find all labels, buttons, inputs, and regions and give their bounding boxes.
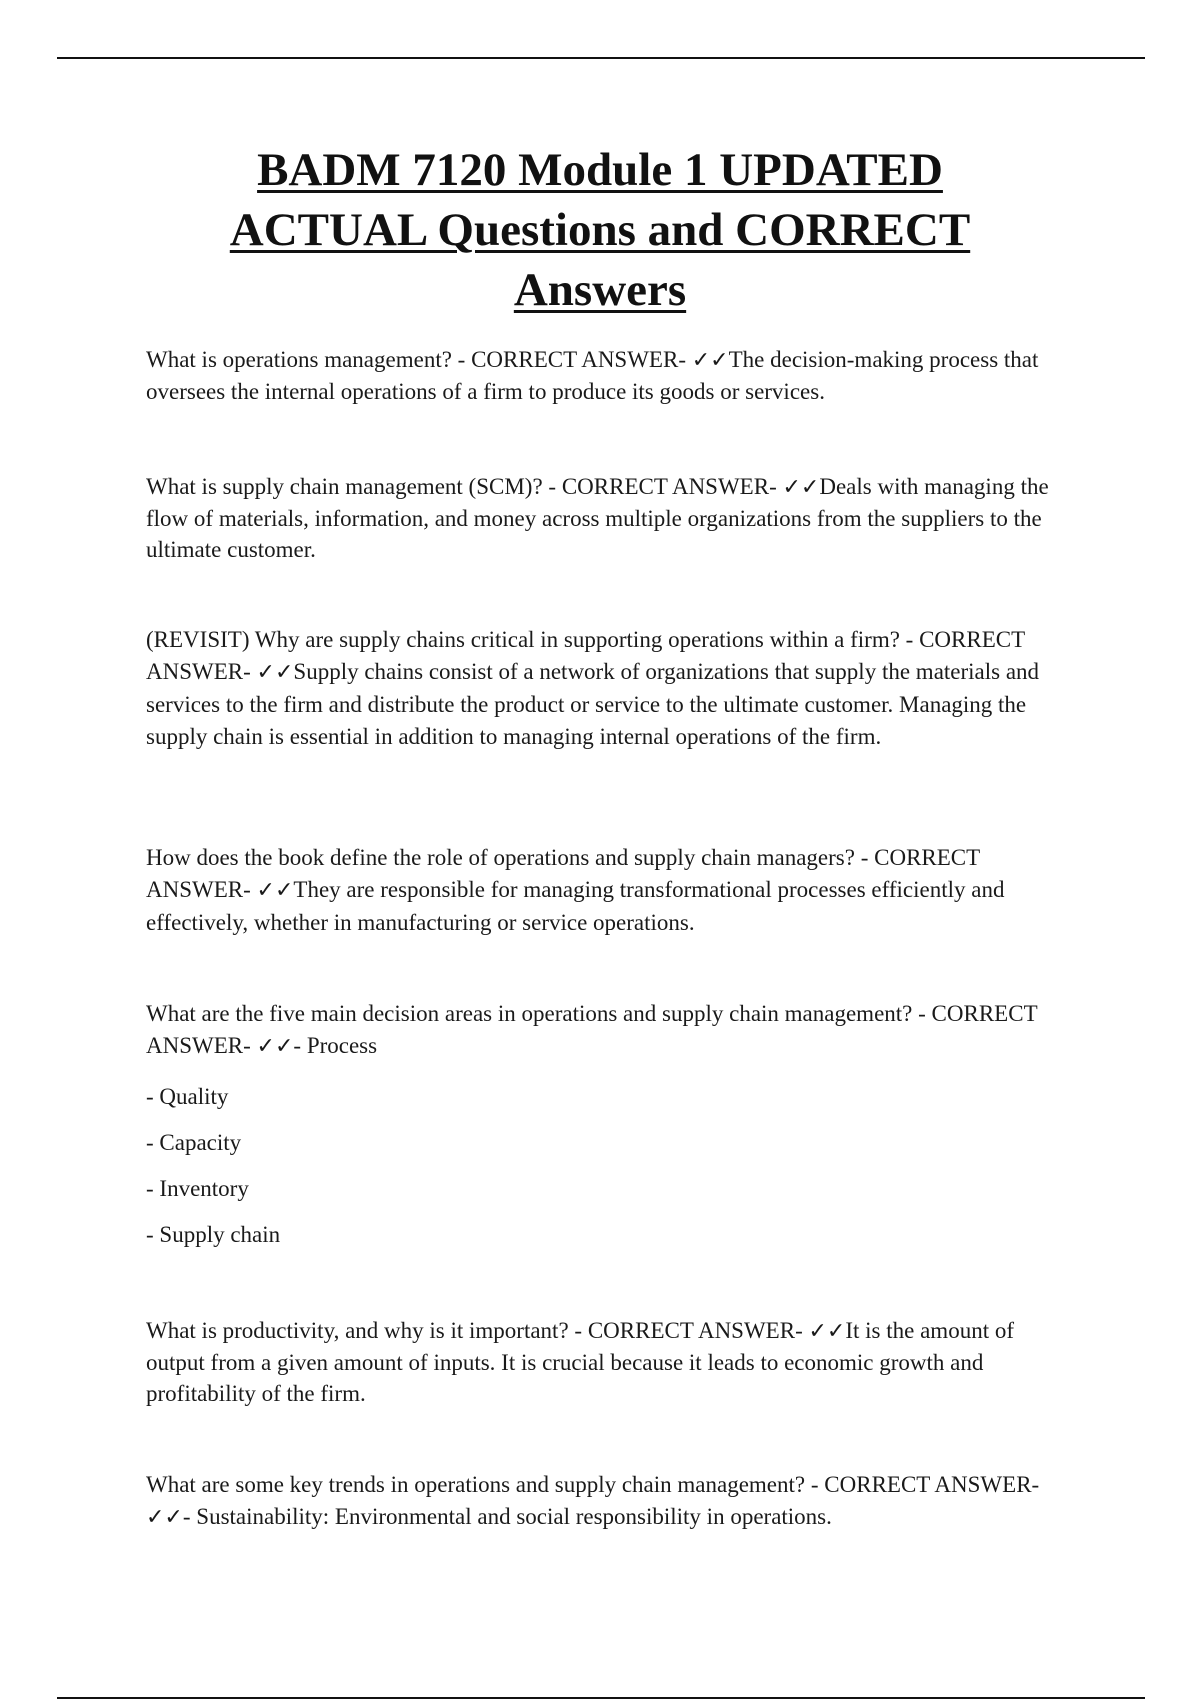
qa-item-1 [146, 344, 1066, 407]
question-text: How does the book define the role of operations and supply chain managers? - [146, 845, 875, 870]
qa-item-2 [146, 471, 1066, 565]
list-item: - Inventory [146, 1176, 249, 1201]
question-text: What is supply chain management (SCM)? - [146, 474, 562, 499]
answer-text: Deals with managing the flow of materials, information, and money across multiple organizations from the suppliers to the ultimate customer. [146, 474, 1049, 562]
check-icon: ✓✓ [808, 1319, 846, 1344]
answer-text: The decision-making process that oversees the internal operations of a firm to produce its goods or services. [146, 347, 1039, 404]
qa-item-3 [146, 624, 1066, 753]
bottom-rule [57, 1697, 1145, 1699]
question-text: What is productivity, and why is it important? - [146, 1318, 588, 1343]
check-icon: ✓✓ [256, 1034, 294, 1059]
list-item: - Quality [146, 1084, 229, 1109]
question-text: (REVISIT) Why are supply chains critical in supporting operations within a firm? - [146, 627, 920, 652]
title-line-3: Answers [513, 264, 687, 316]
qa-item-5 [146, 998, 1066, 1063]
qa-item-7 [146, 1469, 1066, 1534]
answer-text: Supply chains consist of a network of organizations that supply the materials and services to the firm and distribute the product or service to the ultimate customer. Managing the supply chain is essential in addition to managing internal operations of the firm. [146, 659, 1040, 749]
answer-text: - Sustainability: Environmental and social responsibility in operations. [182, 1504, 832, 1529]
question-text: What is operations management? - [146, 347, 472, 372]
answer-marker: CORRECT ANSWER- [146, 845, 980, 902]
check-icon: ✓✓ [782, 475, 820, 500]
answer-marker: CORRECT ANSWER- [471, 347, 686, 372]
list-item: - Supply chain [146, 1222, 281, 1247]
answer-marker: CORRECT ANSWER- [587, 1318, 803, 1343]
top-rule [57, 57, 1145, 59]
answer-marker: CORRECT ANSWER- [824, 1472, 1040, 1497]
list-item: - Capacity [146, 1130, 242, 1155]
question-text: What are some key trends in operations and supply chain management? - [146, 1472, 825, 1497]
answer-marker: CORRECT ANSWER- [146, 1001, 1038, 1058]
qa-item-4 [146, 842, 1066, 939]
check-icon: ✓✓ [256, 878, 294, 903]
document-title [120, 140, 1080, 320]
check-icon: ✓✓ [256, 660, 294, 685]
question-text: What are the five main decision areas in operations and supply chain management? - [146, 1001, 932, 1026]
answer-marker: CORRECT ANSWER- [561, 474, 777, 499]
answer-marker: CORRECT ANSWER- [146, 627, 1025, 684]
answer-text: They are responsible for managing transformational processes efficiently and effectively, whether in manufacturing or service operations. [146, 877, 1005, 935]
check-icon: ✓✓ [691, 348, 729, 373]
check-icon: ✓✓ [146, 1505, 183, 1530]
answer-text: It is the amount of output from a given amount of inputs. It is crucial because it leads to economic growth and profitability of the firm. [146, 1318, 1014, 1406]
answer-text: - Process [293, 1033, 378, 1058]
title-line-1: BADM 7120 Module 1 UPDATED [257, 144, 943, 196]
title-line-2: ACTUAL Questions and CORRECT [229, 204, 971, 256]
decision-areas-list [146, 1081, 280, 1265]
qa-item-6 [146, 1315, 1066, 1409]
